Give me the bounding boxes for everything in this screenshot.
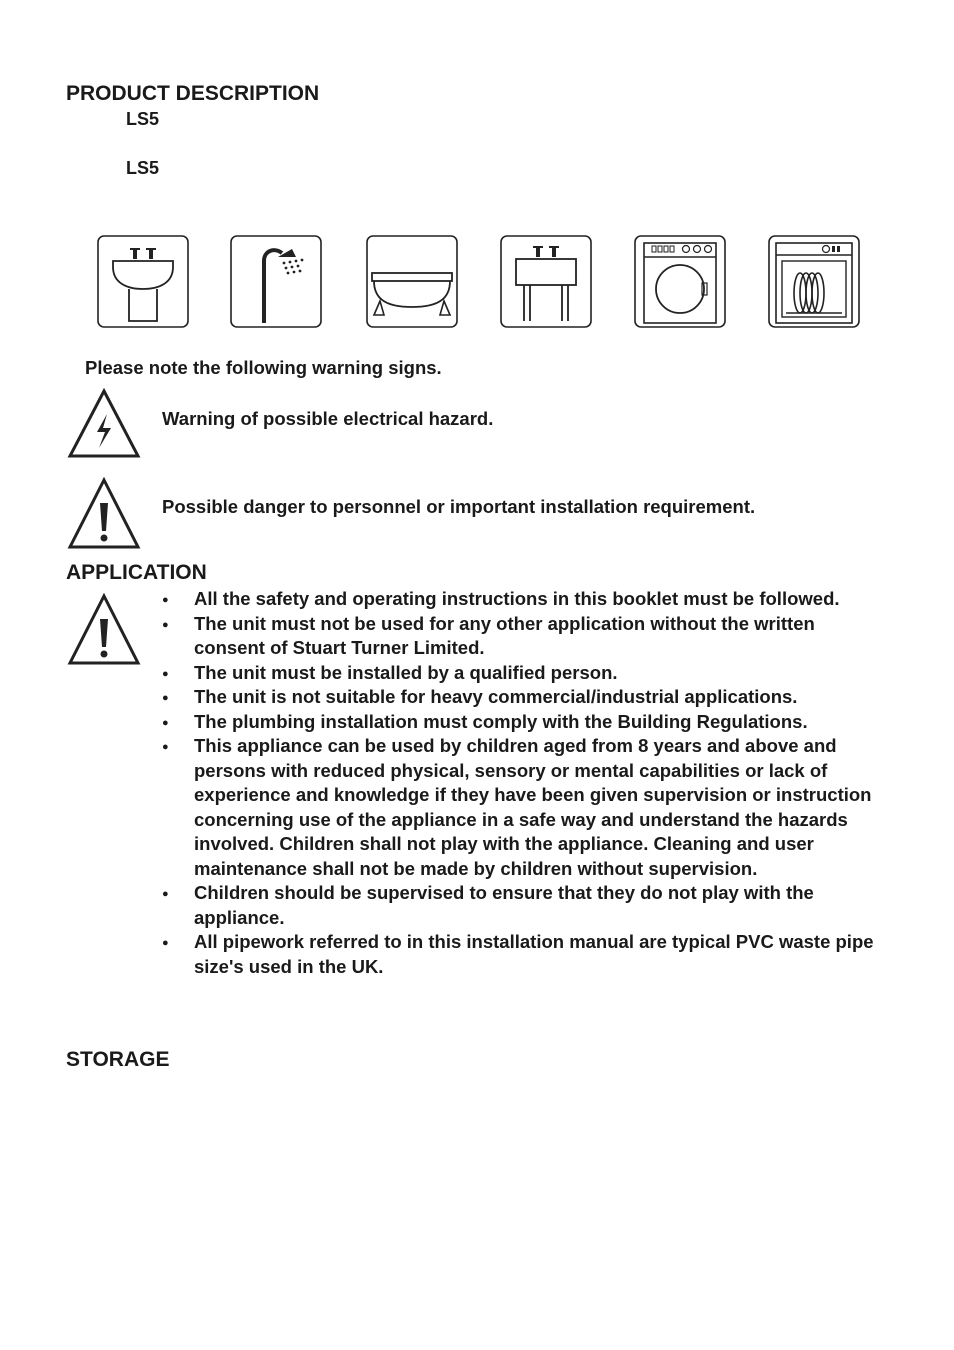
general-warning-text: Possible danger to personnel or important installation requirement.	[162, 496, 756, 517]
list-item: ● This appliance can be used by children aged from 8 years and above and persons with reduced physical, sensory or mental capabilities or lack of experience and knowledge if they have been given supervision or instruction concerning use of the appliance in a safe way and understand the hazards involved. Children shall not play with the appliance. Cleaning and user maintenance shall not be made by children without supervision.	[162, 734, 882, 881]
product-description-heading: PRODUCT DESCRIPTION	[66, 82, 320, 105]
general-danger-icon	[67, 477, 141, 551]
application-heading: APPLICATION	[66, 561, 207, 584]
list-item: ● Children should be supervised to ensure that they do not play with the appliance.	[162, 881, 882, 930]
list-item: ● The unit must be installed by a qualified person.	[162, 661, 882, 686]
warning-intro: Please note the following warning signs.	[85, 357, 442, 378]
application-danger-icon	[67, 593, 141, 667]
storage-heading: STORAGE	[66, 1048, 170, 1071]
model-label-1: LS5	[126, 109, 160, 129]
electrical-hazard-icon	[67, 388, 141, 460]
bath-icon	[366, 235, 458, 328]
application-bullet-list	[162, 587, 882, 979]
shower-icon	[230, 235, 322, 328]
list-item: ● The plumbing installation must comply with the Building Regulations.	[162, 710, 882, 735]
model-label-2: LS5	[126, 158, 160, 178]
list-item: ● The unit must not be used for any other application without the written consent of Stuart Turner Limited.	[162, 612, 882, 661]
sink-icon	[500, 235, 592, 328]
washing-machine-icon	[634, 235, 726, 328]
list-item: ● All pipework referred to in this installation manual are typical PVC waste pipe size's used in the UK.	[162, 930, 882, 979]
dishwasher-icon	[768, 235, 860, 328]
basin-icon	[97, 235, 189, 328]
list-item: ● All the safety and operating instructions in this booklet must be followed.	[162, 587, 882, 612]
list-item: ● The unit is not suitable for heavy commercial/industrial applications.	[162, 685, 882, 710]
electrical-warning-text: Warning of possible electrical hazard.	[162, 408, 494, 429]
